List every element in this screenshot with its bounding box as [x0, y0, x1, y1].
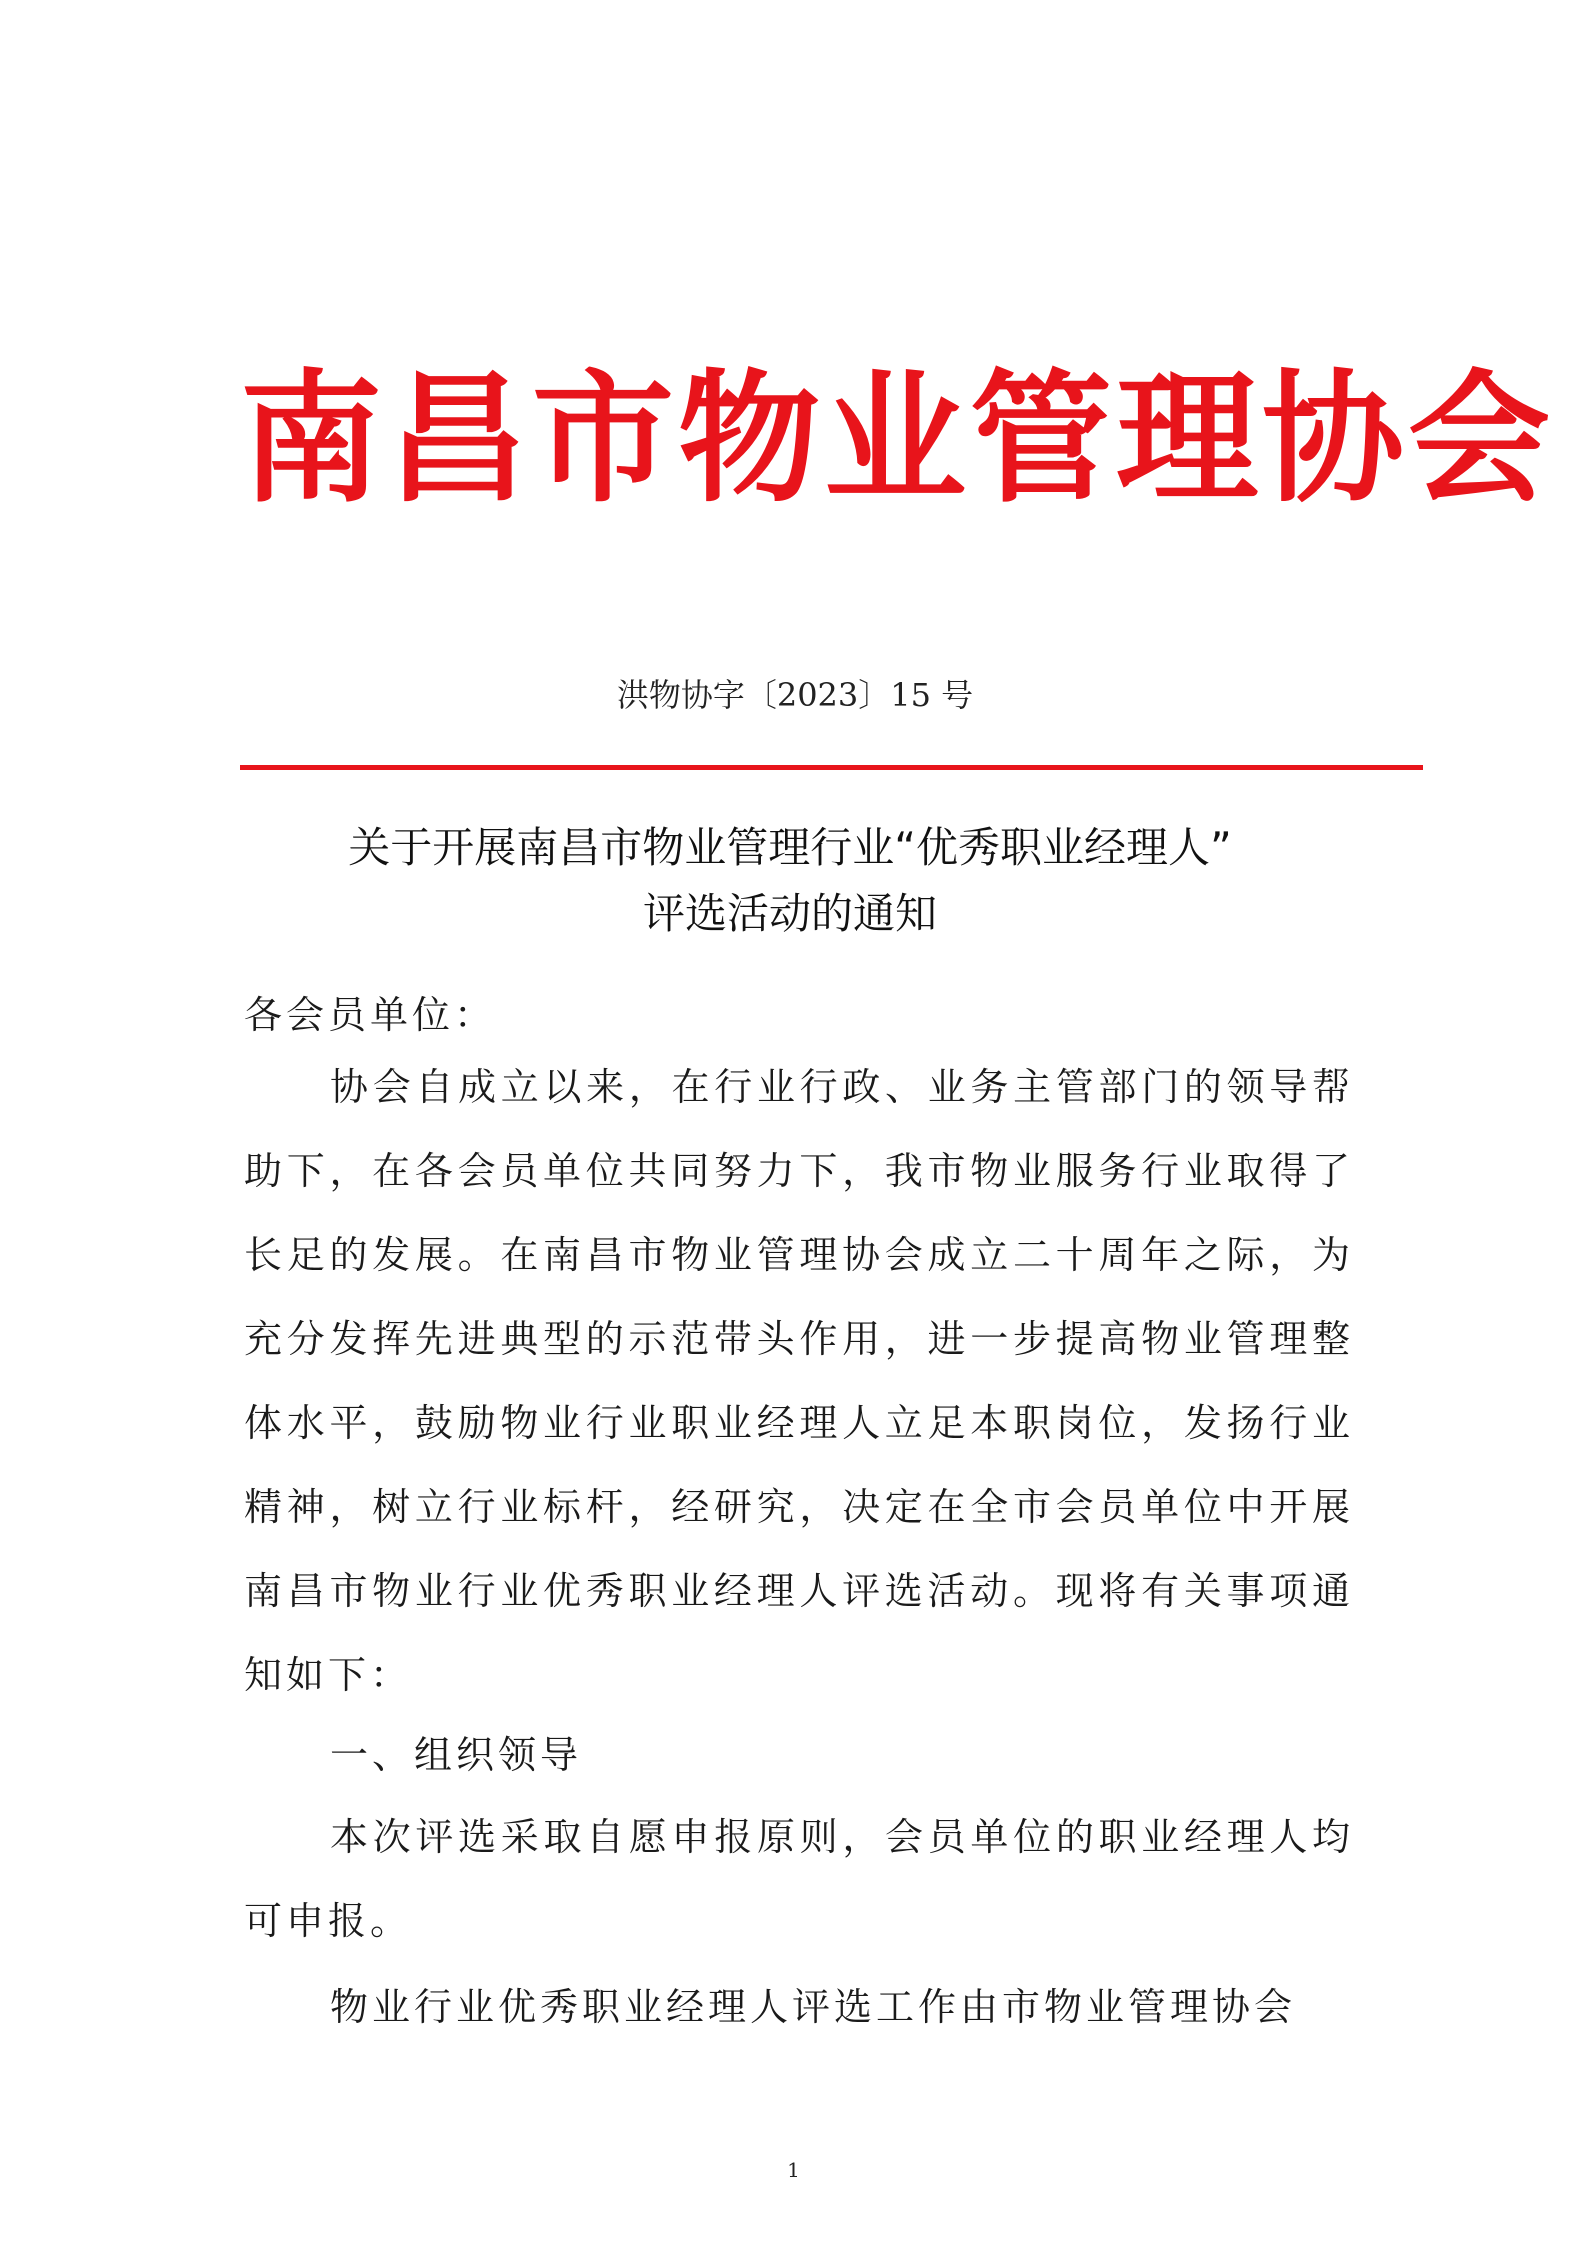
document-number: 洪物协字〔2023〕15 号 [616, 676, 974, 714]
body-paragraph-1: 协会自成立以来，在行业行政、业务主管部门的领导帮助下，在各会员单位共同努力下，我市物业服务行业取得了长足的发展。在南昌市物业管理协会成立二十周年之际，为充分发挥先进典型的示范带头作用，进一步提高物业管理整体水平，鼓励物业行业职业经理人立足本职岗位，发扬行业精神，树立行业标杆，经研究，决定在全市会员单位中开展南昌市物业行业优秀职业经理人评选活动。现将有关事项通知如下： [244, 1065, 1354, 1697]
salutation: 各会员单位： [244, 993, 497, 1037]
red-divider-line [240, 765, 1423, 770]
page-number: 1 [787, 2158, 800, 2182]
document-title [240, 815, 1340, 947]
organization-masthead: 南昌市物业管理协会 [240, 357, 1554, 522]
section-heading-1: 一、组织领导 [330, 1733, 583, 1777]
body-paragraph-3: 物业行业优秀职业经理人评选工作由市物业管理协会 [330, 1985, 1297, 2029]
title-line-1: 关于开展南昌市物业管理行业“优秀职业经理人” [348, 823, 1232, 872]
body-paragraph-2: 本次评选采取自愿申报原则，会员单位的职业经理人均可申报。 [244, 1815, 1354, 1943]
title-line-2: 评选活动的通知 [642, 889, 937, 938]
